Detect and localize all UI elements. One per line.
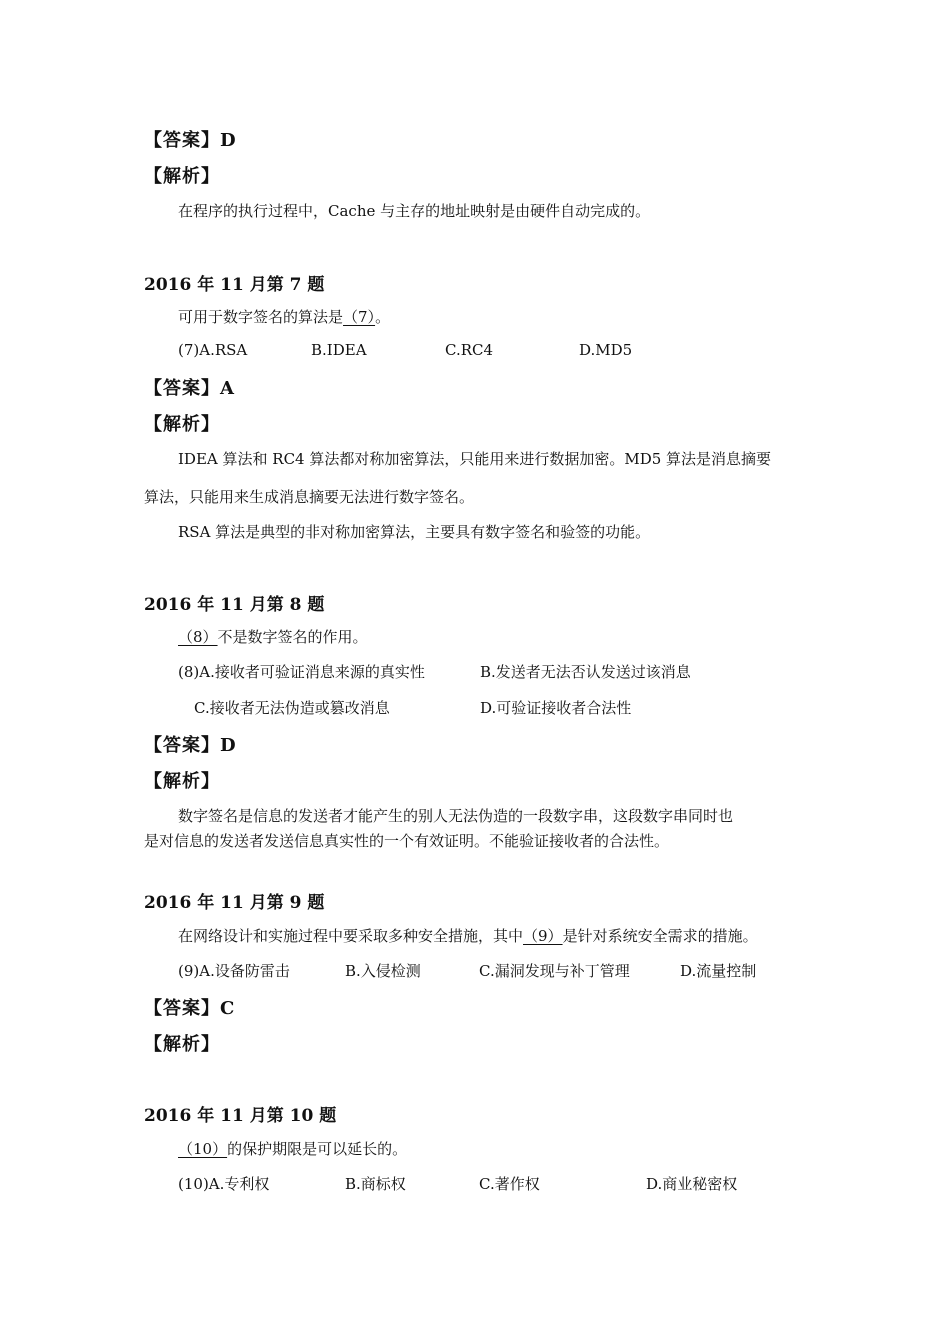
answer-blank: （7） xyxy=(343,308,376,326)
answer-label: 【答案】C xyxy=(144,998,236,1019)
analysis-text: 数字签名是信息的发送者才能产生的别人无法伪造的一段数字串，这段数字串同时也 xyxy=(178,807,734,825)
analysis-label: 【解析】 xyxy=(144,414,220,435)
analysis-label: 【解析】 xyxy=(144,1034,220,1055)
analysis-text: 算法，只能用来生成消息摘要无法进行数字签名。 xyxy=(144,488,475,506)
analysis-label: 【解析】 xyxy=(144,166,220,187)
analysis-text: 是对信息的发送者发送信息真实性的一个有效证明。不能验证接收者的合法性。 xyxy=(144,832,670,850)
question-title: 2016 年 11 月第 8 题 xyxy=(144,595,325,615)
option-a: (7)A.RSA xyxy=(178,341,248,359)
option-b: B.IDEA xyxy=(311,341,367,359)
answer-blank: （8） xyxy=(178,628,218,646)
option-b: B.商标权 xyxy=(345,1175,406,1193)
option-c: C.漏洞发现与补丁管理 xyxy=(479,962,630,980)
option-b: B.发送者无法否认发送过该消息 xyxy=(480,663,691,681)
option-c: C.著作权 xyxy=(479,1175,540,1193)
option-b: B.入侵检测 xyxy=(345,962,421,980)
option-a: (10)A.专利权 xyxy=(178,1175,270,1193)
answer-blank: （10） xyxy=(178,1140,228,1158)
option-d: D.流量控制 xyxy=(680,962,757,980)
question-title: 2016 年 11 月第 10 题 xyxy=(144,1106,337,1126)
answer-blank: （9） xyxy=(523,927,563,945)
analysis-text: 在程序的执行过程中，Cache 与主存的地址映射是由硬件自动完成的。 xyxy=(178,202,651,220)
option-d: D.MD5 xyxy=(579,341,633,359)
answer-label: 【答案】D xyxy=(144,130,237,151)
option-d: D.可验证接收者合法性 xyxy=(480,699,632,717)
question-stem: （10）的保护期限是可以延长的。 xyxy=(178,1140,408,1158)
question-stem: 可用于数字签名的算法是（7）。 xyxy=(178,308,391,326)
answer-label: 【答案】D xyxy=(144,735,237,756)
option-d: D.商业秘密权 xyxy=(646,1175,738,1193)
answer-label: 【答案】A xyxy=(144,378,235,399)
analysis-label: 【解析】 xyxy=(144,771,220,792)
analysis-text: IDEA 算法和 RC4 算法都对称加密算法，只能用来进行数据加密。MD5 算法是消息摘要 xyxy=(178,450,772,468)
question-title: 2016 年 11 月第 9 题 xyxy=(144,893,325,913)
option-c: C.接收者无法伪造或篡改消息 xyxy=(194,699,390,717)
analysis-text: RSA 算法是典型的非对称加密算法，主要具有数字签名和验签的功能。 xyxy=(178,523,651,541)
option-a: (9)A.设备防雷击 xyxy=(178,962,290,980)
question-title: 2016 年 11 月第 7 题 xyxy=(144,275,325,295)
option-a: (8)A.接收者可验证消息来源的真实性 xyxy=(178,663,425,681)
question-stem: （8）不是数字签名的作用。 xyxy=(178,628,368,646)
question-stem: 在网络设计和实施过程中要采取多种安全措施，其中（9）是针对系统安全需求的措施。 xyxy=(178,927,758,945)
option-c: C.RC4 xyxy=(445,341,494,359)
